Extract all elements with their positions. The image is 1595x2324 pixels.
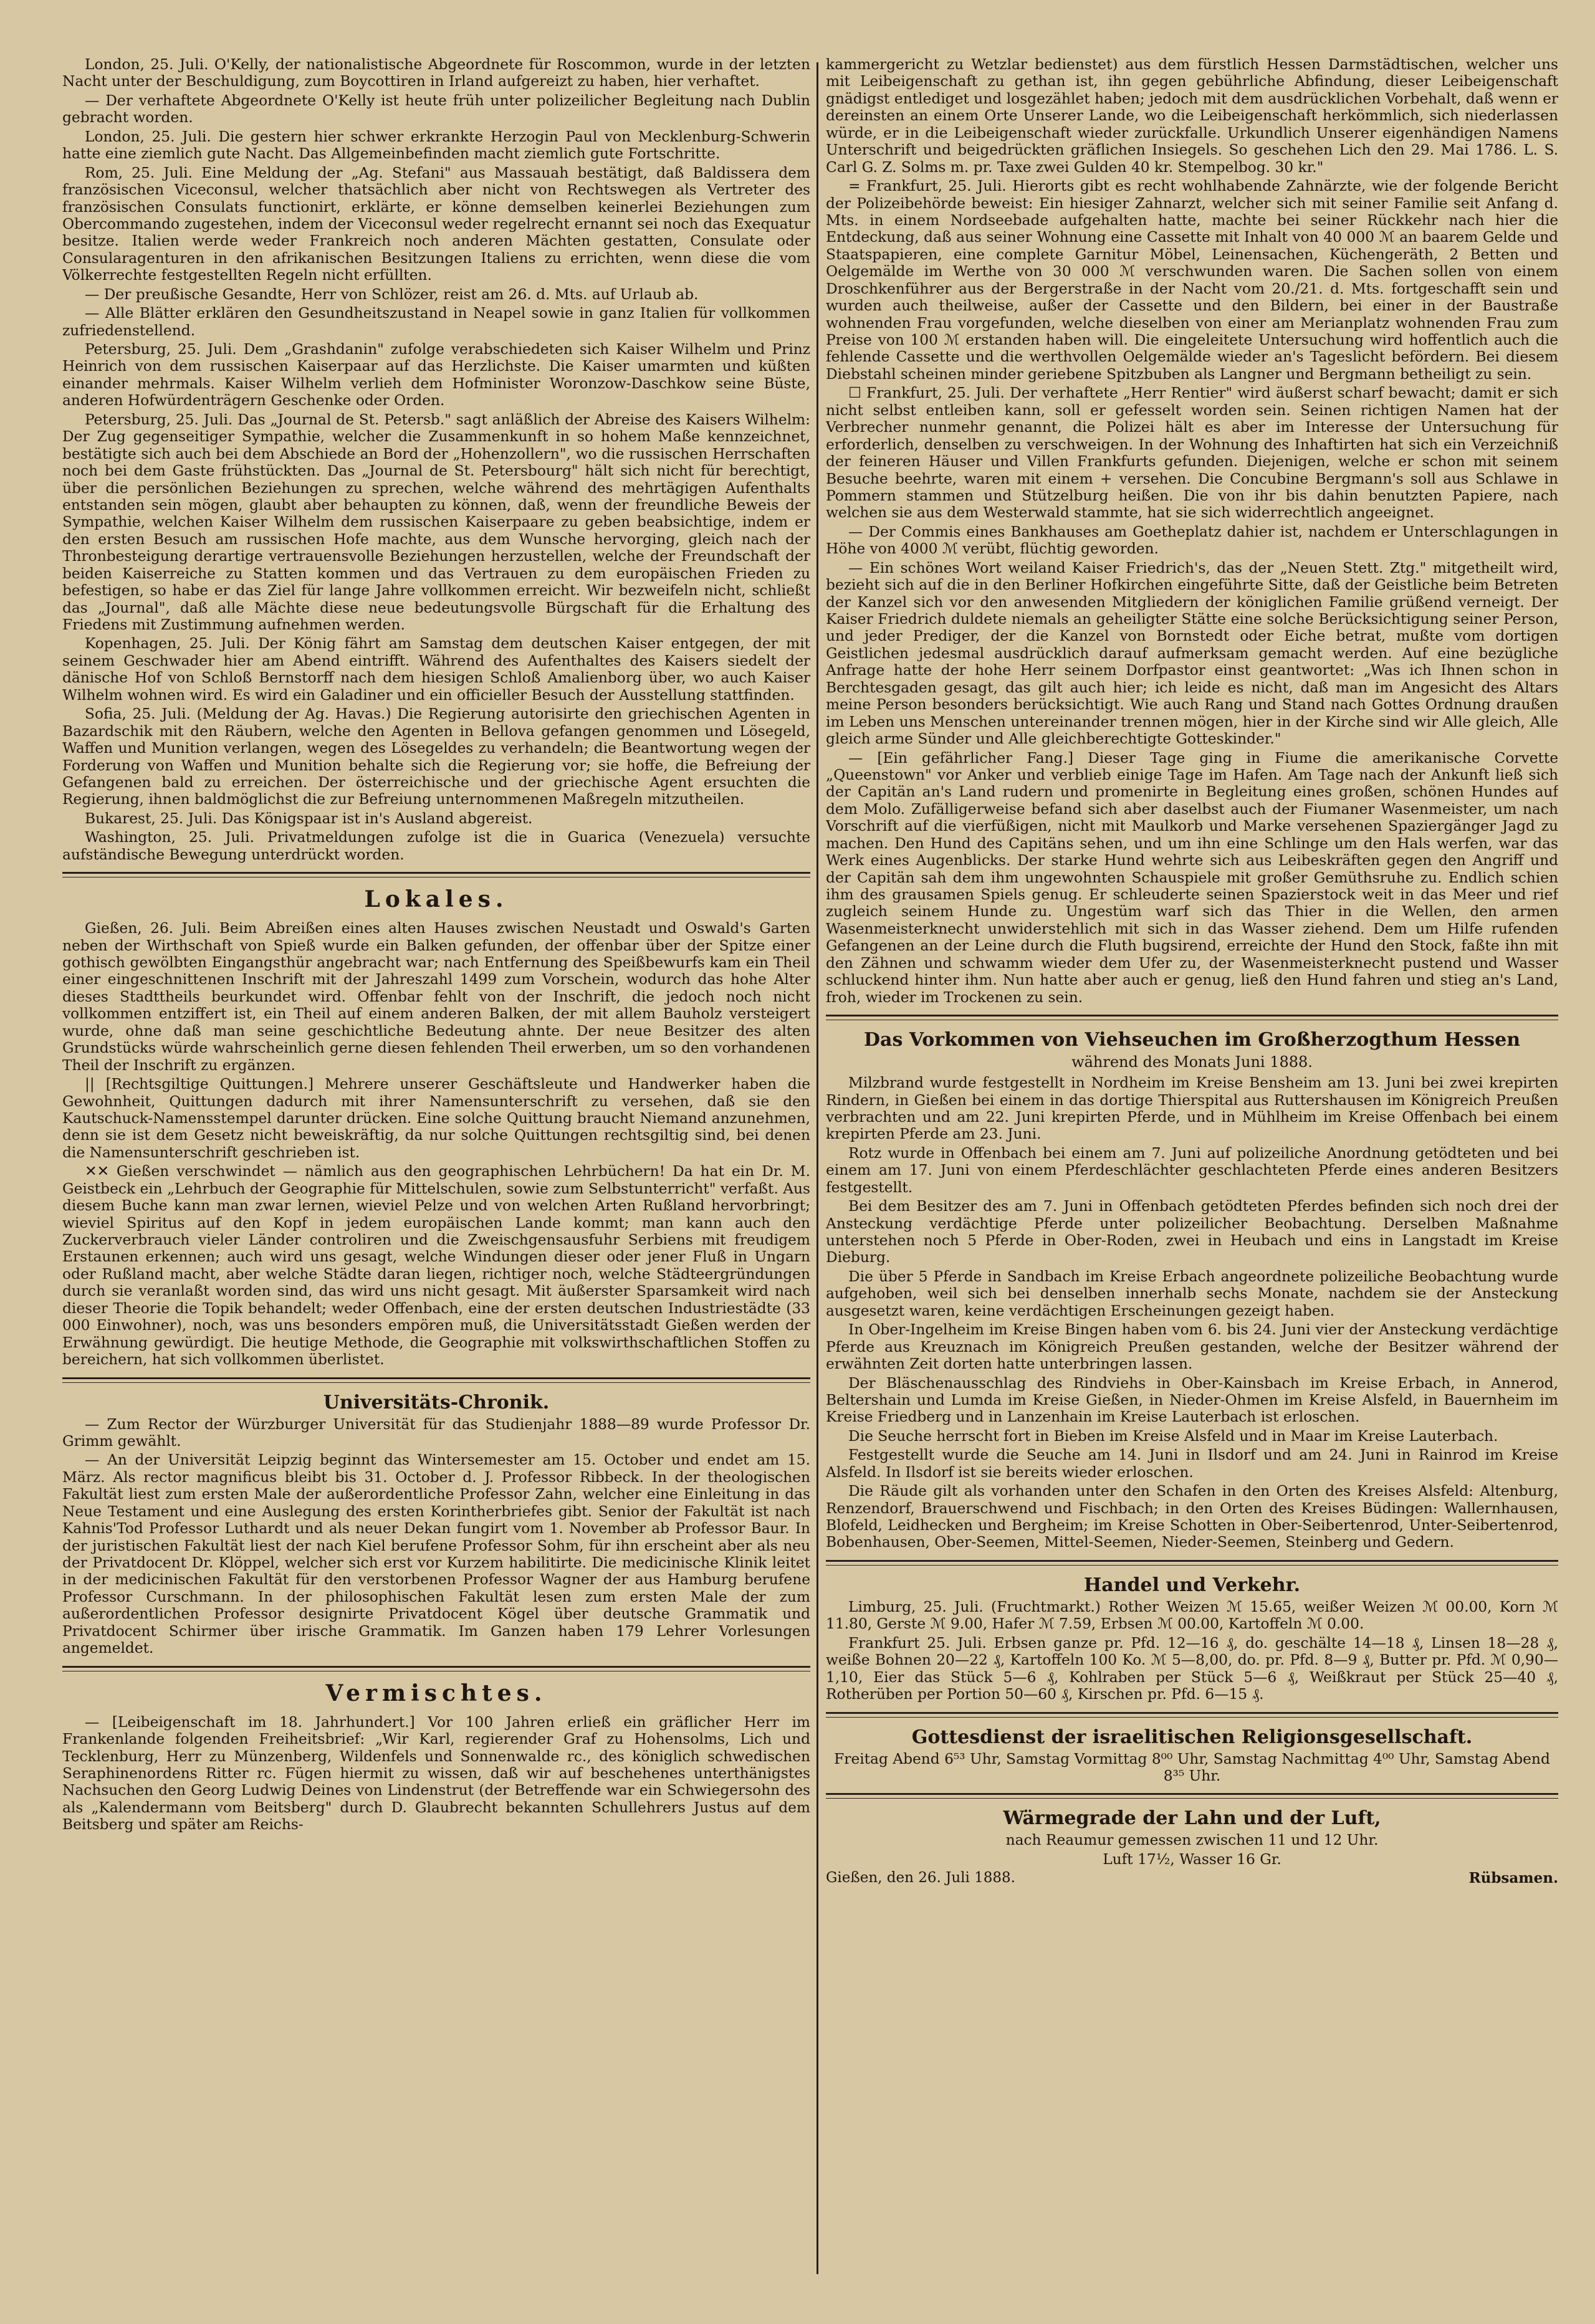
vermischtes-paragraph: ☐ Frankfurt, 25. Juli. Der verhaftete „Herr Rentier" wird äußerst scharf bewacht; damit er sich nicht selbst entleiben kann, soll er gefesselt worden sein. Seinen richtigen Namen hat der Verbrecher nunmehr genannt, die Polizei hält es aber im Interesse der Untersuchung für erforderlich, denselben zu verschweigen. In der Wohnung des Inhaftirten hat sich ein Verzeichniß der feineren Häuser und Villen Frankfurts gefunden. Diejenigen, welche er schon mit seinem Besuche beehrte, waren mit einem + versehen. Die Concubine Bergmann's soll aus Schlawe in Pommern stammen und Stützelburg heißen. Die von ihr bis dahin benutzten Papiere, nach welchen sie aus dem Westerwald stammte, hat sie sich widerrechtlich angeeignet. bbox=[826, 385, 1558, 522]
vieh-paragraph: In Ober-Ingelheim im Kreise Bingen haben vom 6. bis 24. Juni vier der Ansteckung verdächtige Pferde aus Kreuznach im Königreich Preußen gestanden, welche der Besitzer während der erwähnten Zeit dorten hatte unterbringen lassen. bbox=[826, 1321, 1558, 1373]
lokales-paragraph: Gießen, 26. Juli. Beim Abreißen eines alten Hauses zwischen Neustadt und Oswald's Garten neben der Wirthschaft von Spieß wurde ein Balken gefunden, der offenbar über der Spitze einer gothisch gewölbten Eingangsthür angebracht war; nach Entfernung des Speißbewurfs kam ein Theil einer eingeschnittenen Inschrift mit der Jahreszahl 1499 zum Vorschein, wodurch das hohe Alter dieses Stadttheils beurkundet wird. Offenbar fehlt von der Inschrift, die jedoch noch nicht vollkommen entziffert ist, ein Theil auf einem anderen Balken, der mit allem Bauholz versteigert wurde, ohne daß man seine geschichtliche Bedeutung ahnte. Der neue Besitzer des alten Grundstücks würde wahrscheinlich gerne diesen fehlenden Theil erwerben, um so den vorhandenen Theil der Inschrift zu ergänzen. bbox=[62, 920, 810, 1074]
handel-heading: Handel und Verkehr. bbox=[1083, 1574, 1301, 1596]
news-paragraph: — Der preußische Gesandte, Herr von Schlözer, reist am 26. d. Mts. auf Urlaub ab. bbox=[85, 285, 699, 303]
vermischtes-section bbox=[62, 1714, 810, 1834]
left-column bbox=[62, 56, 810, 2280]
vieh-paragraph: Milzbrand wurde festgestellt in Nordheim im Kreise Bensheim am 13. Juni bei zwei krepirten Rindern, in Gießen bei einem in das dortige Thierspital aus Ruttershausen im Königreich Preußen verbrachten und am 22. Juni krepirten Pferde, und in Mühlheim im Kreise Offenbach bei einem krepirten Pferde am 23. Juni. bbox=[826, 1074, 1558, 1143]
news-paragraph: Kopenhagen, 25. Juli. Der König fährt am Samstag dem deutschen Kaiser entgegen, der mit seinem Geschwader hier am Abend eintrifft. Während des Aufenthaltes des Kaisers siedelt der dänische Hof von Schloß Bernstorff nach dem hiesigen Schloß Amalienborg über, wo auch Kaiser Wilhelm wohnen wird. Es wird ein Galadiner und ein officieller Besuch der Ausstellung stattfinden. bbox=[62, 635, 810, 704]
waermegrade-signature: Rübsamen. bbox=[1468, 1870, 1558, 1887]
section-divider bbox=[62, 872, 810, 877]
waermegrade-date: Gießen, den 26. Juli 1888. bbox=[826, 1870, 1015, 1886]
lokales-section bbox=[62, 920, 810, 1368]
section-divider bbox=[826, 1015, 1558, 1020]
lokales-paragraph: ✕✕ Gießen verschwindet — nämlich aus den geographischen Lehrbüchern! Da hat ein Dr. M. Geistbeck ein „Lehrbuch der Geographie für Mittelschulen, sowie zum Selbstunterricht" verfaßt. Aus diesem Buche kann man zwar lernen, wieviel Pelze und von welchen Arten Rußland hervorbringt; wieviel Spiritus auf den Kopf in jedem europäischen Lande kommt; man kann auch den Zuckerverbrauch vieler Länder controliren und die Zweischgensausfuhr Serbiens mit freudigem Erstaunen erkennen; auch wird uns gesagt, welche Windungen dieser oder jener Fluß in Ungarn oder Rußland macht, aber welche Städte daran liegen, richtiger noch, welche Städteergründungen durch sie veranlaßt worden sind, das wird uns nicht gesagt. Mit äußerster Sparsamkeit wird nach dieser Theorie die Topik behandelt; weder Offenbach, eine der ersten deutschen Industriestädte (33 000 Einwohner), noch, was uns besonders empören muß, die Universitätsstadt Gießen werden der Erwähnung gewürdigt. Die heutige Methode, die Geographie mit volkswirthschaftlichen Stoffen zu bereichern, hat sich vollkommen überlistet. bbox=[62, 1163, 810, 1369]
vermischtes-paragraph: — [Leibeigenschaft im 18. Jahrhundert.] Vor 100 Jahren erließ ein gräflicher Herr im Frankenlande folgenden Freiheitsbrief: „Wir Karl, regierender Graf zu Hohensolms, Lich und Tecklenburg, Herr zu Münzenberg, Wildenfels und Sonnenwalde rc., des königlich schwedischen Seraphinenordens Ritter rc. Fügen hiermit zu wissen, daß wir auf beschehenes unterthänigstes Nachsuchen den Georg Ludwig Deines von Lindenstrut (der Betreffende war ein Schwiegersohn des als „Kalendermann vom Beitsberg" durch D. Glaubrecht bekannten Schullehrers Justus auf dem Beitsberg und später am Reichs- bbox=[62, 1713, 810, 1834]
section-divider bbox=[62, 1377, 810, 1383]
vieh-paragraph: Festgestellt wurde die Seuche am 14. Juni in Ilsdorf und am 24. Juni in Rainrod im Kreise Alsfeld. In Ilsdorf ist sie bereits wieder erloschen. bbox=[826, 1447, 1558, 1481]
waermegrade-subheading: nach Reaumur gemessen zwischen 11 und 12 Uhr. bbox=[1005, 1832, 1379, 1849]
lokales-paragraph: || [Rechtsgiltige Quittungen.] Mehrere unserer Geschäftsleute und Handwerker haben die Gewohnheit, Quittungen dadurch mit ihrer Namensunterschrift zu versehen, daß sie den Kautschuck-Namensstempel darunter drücken. Eine solche Quittung braucht Niemand anzunehmen, denn sie ist dem Gesetz nicht beweiskräftig, da nur solche Quittungen rechtsgiltig sind, bei denen die Namensunterschrift geschrieben ist. bbox=[62, 1076, 810, 1161]
waermegrade-values: Luft 17½, Wasser 16 Gr. bbox=[1103, 1850, 1281, 1868]
gottesdienst-times: Freitag Abend 6⁵³ Uhr, Samstag Vormittag 8⁰⁰ Uhr, Samstag Nachmittag 4⁰⁰ Uhr, Samstag Abend 8³⁵ Uhr. bbox=[834, 1750, 1550, 1784]
gottesdienst-heading: Gottesdienst der israelitischen Religionsgesellschaft. bbox=[911, 1726, 1473, 1748]
universitaets-chronik-heading: Universitäts-Chronik. bbox=[323, 1391, 550, 1413]
waermegrade-footer bbox=[826, 1870, 1558, 1886]
news-paragraph: London, 25. Juli. O'Kelly, der nationalistische Abgeordnete für Roscommon, wurde in der letzten Nacht unter der Beschuldigung, zum Boycottiren in Irland aufgereizt zu haben, hier verhaftet. bbox=[62, 56, 810, 90]
news-paragraph: Sofia, 25. Juli. (Meldung der Ag. Havas.) Die Regierung autorisirte den griechischen Agenten in Bazardschik mit den Räubern, welche den Agenten in Bellova gefangen genommen und Lösegeld, Waffen und Munition verlangen, wegen des Lösegeldes zu verhandeln; die Beantwortung wegen der Forderung von Waffen und Munition behalte sich die Regierung vor; sie hoffe, die Befreiung der Gefangenen bald zu erreichen. Der österreichische und der griechische Agent ersuchten die Regierung, ihnen baldmöglichst die zur Befreiung unternommenen Maßregeln mitzutheilen. bbox=[62, 705, 810, 808]
handel-section bbox=[826, 1599, 1558, 1703]
vermischtes-continued bbox=[826, 56, 1558, 1006]
waermegrade-heading: Wärmegrade der Lahn und der Luft, bbox=[1003, 1807, 1381, 1830]
news-section bbox=[62, 56, 810, 863]
news-paragraph: Petersburg, 25. Juli. Das „Journal de St. Petersb." sagt anläßlich der Abreise des Kaisers Wilhelm: Der Zug gegenseitiger Sympathie, welcher die Zusammenkunft in so hohem Maße kennzeichnet, bestätigte sich auch bei dem Abschiede an Bord der „Hohenzollern", wo die russischen Herrschaften noch bei dem Gaste frühstückten. Das „Journal de St. Petersbourg" hält sich nicht für berechtigt, über die persönlichen Beziehungen zu sprechen, welche während des mehrtägigen Aufenthalts entstanden sein mögen, glaubt aber behaupten zu können, daß, wenn der freundliche Beweis der Sympathie, welchen Kaiser Wilhelm dem russischen Kaiserpaare zu geben beabsichtige, indem er den ersten Besuch am russischen Hofe machte, aus dem Wunsche hervorging, gleich nach der Thronbesteigung derartige vertrauensvolle Beziehungen herzustellen, welche der Freundschaft der beiden Kaiserreiche zu Statten kommen und das Vertrauen zu dem europäischen Frieden zu befestigen, so habe er das Ziel für lange Jahre vollkommen erreicht. Wir bezweifeln nicht, schließt das „Journal", daß alle Mächte diese neue bedeutungsvolle Bürgschaft für die Erhaltung des Friedens mit Zustimmung aufnehmen werden. bbox=[62, 411, 810, 633]
news-paragraph: London, 25. Juli. Die gestern hier schwer erkrankte Herzogin Paul von Mecklenburg-Schwerin hatte eine ziemlich gute Nacht. Das Allgemeinbefinden macht ziemlich gute Fortschritte. bbox=[62, 128, 810, 163]
vermischtes-paragraph: — [Ein gefährlicher Fang.] Dieser Tage ging in Fiume die amerikanische Corvette „Queenstown" vor Anker und verblieb einige Tage im Hafen. Am Tage nach der Ankunft ließ sich der Capitän an's Land rudern und promenirte in Begleitung eines großen, schönen Hundes auf dem Molo. Zufälligerweise befand sich aber daselbst auch der Fiumaner Wasenmeister, um nach Vorschrift auf die vierfüßigen, nicht mit Maulkorb und Marke versehenen Spaziergänger Jagd zu machen. Den Hund des Capitäns sehen, und um ihn eine Schlinge um den Hals werfen, war das Werk eines Augenblicks. Der starke Hund wehrte sich aus Leibeskräften gegen den Angriff und der Capitän sah dem ihm ungewohnten Schauspiele mit großer Gemüthsruhe zu. Endlich schien ihm des grausamen Spiels genug. Er schleuderte seinen Spazierstock weit in das Meer und rief zugleich seinem Hunde zu. Ungestüm warf sich das Thier in die Wellen, den armen Wasenmeisterknecht unwiderstehlich mit sich in das Wasser ziehend. Dem um Hilfe rufenden Gefangenen an der Leine durch die Fluth bugsirend, erreichte der Hund den Stock, faßte ihn mit den Zähnen und schwamm wieder dem Ufer zu, der Wasenmeisterknecht pustend und Wasser schluckend hinter ihm. Nun hatte aber auch er genug, ließ den Hund fahren und stieg an's Land, froh, wieder im Trockenen zu sein. bbox=[826, 749, 1558, 1006]
vieh-paragraph: Bei dem Besitzer des am 7. Juni in Offenbach getödteten Pferdes befinden sich noch drei der Ansteckung verdächtige Pferde unter polizeilicher Beobachtung. Derselben Maßnahme unterstehen noch 5 Pferde in Ober-Roden, zwei in Heubach und eins in Langstadt im Kreise Dieburg. bbox=[826, 1198, 1558, 1266]
column-divider bbox=[817, 62, 818, 2274]
section-divider bbox=[62, 1666, 810, 1671]
news-paragraph: Bukarest, 25. Juli. Das Königspaar ist in's Ausland abgereist. bbox=[85, 810, 533, 827]
news-paragraph: — Alle Blätter erklären den Gesundheitszustand in Neapel sowie in ganz Italien für vollkommen zufriedenstellend. bbox=[62, 305, 810, 339]
vieh-paragraph: Die Räude gilt als vorhanden unter den Schafen in den Orten des Kreises Alsfeld: Altenburg, Renzendorf, Brauerschwend und Fischbach; in den Orten des Kreises Büdingen: Wallernhausen, Blofeld, Leidhecken und Bergheim; im Kreise Schotten in Ober-Seibertenrod, Unter-Seibertenrod, Bobenhausen, Ober-Seemen, Mittel-Seemen, Nieder-Seemen, Steinberg und Gedern. bbox=[826, 1483, 1558, 1551]
section-divider bbox=[826, 1793, 1558, 1799]
vermischtes-paragraph: — Ein schönes Wort weiland Kaiser Friedrich's, das der „Neuen Stett. Ztg." mitgetheilt wird, bezieht sich auf die in den Berliner Hofkirchen eingeführte Sitte, daß der Geistliche beim Betreten der Kanzel sich vor den anwesenden Mitgliedern der königlichen Familie grüßend verneigt. Der Kaiser Friedrich duldete niemals an geheiligter Stätte eine solche Berücksichtigung seiner Person, und jeder Prediger, der die Kanzel von Bornstedt oder Eiche betrat, mußte vom dortigen Geistlichen jedesmal ausdrücklich darauf aufmerksam gemacht werden. Auf eine bezügliche Anfrage hatte der hohe Herr seinem Dorfpastor einst geantwortet: „Was ich Ihnen schon in Berchtesgaden gesagt, das gilt auch hier; ich leide es nicht, daß man im Angesicht des Altars meine Person besonders berücksichtigt. Wie auch Rang und Stand nach Gottes Ordnung draußen im Leben uns Menschen untereinander trennen mögen, hier in der Kirche sind wir Alle gleich, Alle gleich arme Sünder und Alle gleichberechtigte Gotteskinder." bbox=[826, 559, 1558, 748]
vieh-paragraph: Der Bläschenausschlag des Rindviehs in Ober-Kainsbach im Kreise Erbach, in Annerod, Beltershain und Lumda im Kreise Gießen, in Nieder-Ohmen im Kreise Alsfeld, in Bauernheim im Kreise Friedberg und in Lanzenhain im Kreise Lauterbach ist erloschen. bbox=[826, 1374, 1558, 1426]
vieh-paragraph: Die Seuche herrscht fort in Bieben im Kreise Alsfeld und in Maar im Kreise Lauterbach. bbox=[848, 1427, 1498, 1445]
handel-paragraph: Limburg, 25. Juli. (Fruchtmarkt.) Rother Weizen ℳ 15.65, weißer Weizen ℳ 00.00, Korn ℳ 11.80, Gerste ℳ 9.00, Hafer ℳ 7.59, Erbsen ℳ 00.00, Kartoffeln ℳ 0.00. bbox=[826, 1598, 1558, 1633]
viehseuchen-heading: Das Vorkommen von Viehseuchen im Großherzogthum Hessen bbox=[863, 1029, 1521, 1051]
universitaets-chronik-section bbox=[62, 1416, 810, 1657]
section-divider bbox=[826, 1712, 1558, 1718]
vieh-paragraph: Die über 5 Pferde in Sandbach im Kreise Erbach angeordnete polizeiliche Beobachtung wurde aufgehoben, weil sich bei denselben innerhalb sechs Monate, nachdem sie der Ansteckung ausgesetzt waren, keine verdächtigen Erscheinungen gezeigt haben. bbox=[826, 1268, 1558, 1319]
right-column bbox=[826, 56, 1558, 2280]
news-paragraph: Washington, 25. Juli. Privatmeldungen zufolge ist die in Guarica (Venezuela) versuchte aufständische Bewegung unterdrückt worden. bbox=[62, 829, 810, 863]
viehseuchen-subheading: während des Monats Juni 1888. bbox=[1071, 1053, 1313, 1071]
lokales-heading: Lokales. bbox=[364, 886, 509, 913]
vieh-paragraph: Rotz wurde in Offenbach bei einem am 7. Juni auf polizeiliche Anordnung getödteten und bei einem am 17. Juni von einem Pferdeschlächter geschlachteten Pferde eines anderen Besitzers festgestellt. bbox=[826, 1144, 1558, 1196]
section-divider bbox=[826, 1560, 1558, 1566]
vermischtes-paragraph: = Frankfurt, 25. Juli. Hierorts gibt es recht wohlhabende Zahnärzte, wie der folgende Bericht der Polizeibehörde beweist: Ein hiesiger Zahnarzt, welcher sich mit seiner Familie seit Anfang d. Mts. in einem Nordseebade aufgehalten hatte, machte bei seiner Rückkehr nach hier die Entdeckung, daß aus seiner Wohnung eine Cassette mit Inhalt von 40 000 ℳ an baarem Gelde und Staatspapieren, eine complete Garnitur Möbel, Leinensachen, Küchengeräth, 2 Betten und Oelgemälde im Werthe von 30 000 ℳ verschwunden waren. Die Sachen sollen von einem Droschkenführer aus der Bergerstraße in der Nacht vom 20./21. d. Mts. fortgeschafft sein und wurden auch theilweise, außer der Cassette und den Bildern, bei einer in der Baustraße wohnenden Frau vorgefunden, welche dieselben von einer am Merianplatz wohnenden Frau zum Preise von 100 ℳ erstanden haben will. Die eingeleitete Untersuchung wird hoffentlich auch die fehlende Cassette und die werthvollen Oelgemälde wieder an's Tageslicht befördern. Bei diesem Diebstahl scheinen minder geriebene Spitzbuben als Langner und Bergmann betheiligt zu sein. bbox=[826, 178, 1558, 383]
news-paragraph: Rom, 25. Juli. Eine Meldung der „Ag. Stefani" aus Massauah bestätigt, daß Baldissera dem französischen Viceconsul, welcher thatsächlich aber nicht von Rechtswegen als Vertreter des französischen Consulats functionirt, erklärte, er könne demselben keinerlei Beziehungen zum Obercommando zugestehen, indem der Viceconsul weder regelrecht ernannt sei noch das Exequatur besitze. Italien werde weder Frankreich noch anderen Mächten gestatten, Consulate oder Consularagenturen in den afrikanischen Besitzungen Italiens zu errichten, wenn diese die vom Völkerrechte festgestellten Regeln nicht erfüllten. bbox=[62, 164, 810, 284]
handel-paragraph: Frankfurt 25. Juli. Erbsen ganze pr. Pfd. 12—16 ₰, do. geschälte 14—18 ₰, Linsen 18—28 ₰, weiße Bohnen 20—22 ₰, Kartoffeln 100 Ko. ℳ 5—8,00, do. pr. Pfd. 8—9 ₰, Butter pr. Pfd. ℳ 0,90—1,10, Eier das Stück 5—6 ₰, Kohlraben per Stück 5—6 ₰, Weißkraut per Stück 25—40 ₰, Rotherüben per Portion 50—60 ₰, Kirschen pr. Pfd. 6—15 ₰. bbox=[826, 1634, 1558, 1703]
news-paragraph: — Der verhaftete Abgeordnete O'Kelly ist heute früh unter polizeilicher Begleitung nach Dublin gebracht worden. bbox=[62, 92, 810, 127]
vermischtes-paragraph: — Der Commis eines Bankhauses am Goetheplatz dahier ist, nachdem er Unterschlagungen in Höhe von 4000 ℳ verübt, flüchtig geworden. bbox=[826, 523, 1558, 558]
uni-paragraph: — Zum Rector der Würzburger Universität für das Studienjahr 1888—89 wurde Professor Dr. Grimm gewählt. bbox=[62, 1415, 810, 1450]
uni-paragraph: — An der Universität Leipzig beginnt das Wintersemester am 15. October und endet am 15. März. Als rector magnificus bleibt bis 31. October d. J. Professor Ribbeck. In der theologischen Fakultät liest zum ersten Male der außerordentliche Professor Zahn, welcher eine Einleitung in das Neue Testament und eine Auslegung des ersten Korintherbriefes gibt. Senior der Fakultät ist nach Kahnis'Tod Professor Luthardt und als neuer Dekan fungirt vom 1. November ab Professor Baur. In der juristischen Fakultät liest der nach Kiel berufene Professor Sohm, für ihn erscheint aber als neu der Privatdocent Dr. Klöppel, welcher sich erst vor Kurzem habilitirte. Die medicinische Klinik leitet in der medicinischen Fakultät für den verstorbenen Professor Wagner der aus Hamburg berufene Professor Curschmann. In der philosophischen Fakultät lesen zum ersten Male der zum außerordentlichen Professor designirte Privatdocent Kögel über deutsche Grammatik und Privatdocent Schirmer über irische Grammatik. Im Ganzen haben 179 Lehrer Vorlesungen angemeldet. bbox=[62, 1451, 810, 1657]
news-paragraph: Petersburg, 25. Juli. Dem „Grashdanin" zufolge verabschiedeten sich Kaiser Wilhelm und Prinz Heinrich von dem russischen Kaiserpaar auf das Herzlichste. Die Kaiser umarmten und küßten einander mehrmals. Kaiser Wilhelm verlieh dem Hofminister Woronzow-Daschkow seine Büste, anderen Hofwürdenträgern Geschenke oder Orden. bbox=[62, 341, 810, 409]
vermischtes-heading: Vermischtes. bbox=[325, 1680, 547, 1706]
viehseuchen-section bbox=[826, 1074, 1558, 1551]
vermischtes-paragraph: kammergericht zu Wetzlar bedienstet) aus dem fürstlich Hessen Darmstädtischen, welcher uns mit Leibeigenschaft zu gethan ist, ihn gegen gebührliche Abfindung, dieser Leibeigenschaft gnädigst entlediget und losgezählet haben; jedoch mit dem ausdrücklichen Vorbehalt, daß wenn er dereinsten an einem Orte Unserer Lande, wo die Leibeigenschaft herkömmlich, sich niederlassen würde, er in die Leibeigenschaft wieder zurückfalle. Urkundlich Unserer eigenhändigen Namens Unterschrift und beigedrückten gräflichen Insiegels. So geschehen Lich den 29. Mai 1786. L. S. Carl G. Z. Solms m. pr. Taxe zwei Gulden 40 kr. Stempelbog. 30 kr." bbox=[826, 56, 1558, 176]
